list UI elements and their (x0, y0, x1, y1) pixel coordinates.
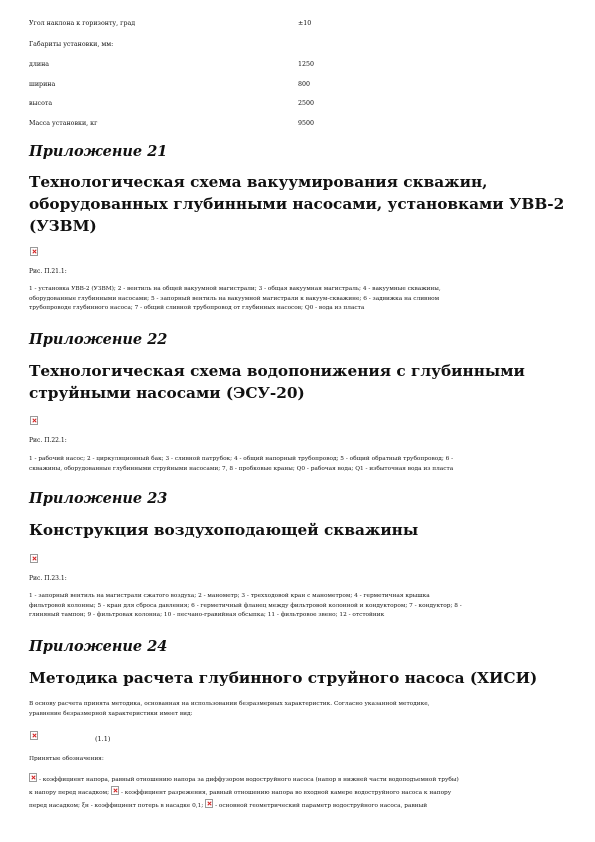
symbol-image-broken-icon (111, 786, 119, 795)
spec-label-length: длина (29, 61, 50, 68)
appendix-24-label: Приложение 24 (29, 638, 168, 655)
spec-value-length: 1250 (298, 61, 315, 68)
figure-caption: Рис. П.23.1: (29, 575, 67, 582)
notation-text: к напору перед насадком; (29, 790, 110, 796)
legend-line: 1 - запорный вентиль на магистрали сжатого воздуха; 2 - манометр; 3 - трехходовой кран с манометром; 4 - герметичная крышка (29, 593, 430, 599)
notation-text: - коэффициент напора, равный отношению напора за диффузором водоструйного насоса (напор в нижней части водоподъемной трубы) (39, 777, 459, 783)
figure-legend (29, 455, 569, 474)
appendix-22-title: Технологическая схема водопонижения с глубинными струйными насосами (ЭСУ-20) (29, 362, 525, 402)
text-line: уравнение безразмерной характеристики имеет вид: (29, 711, 193, 717)
figure-legend (29, 285, 569, 314)
figure-caption: Рис. П.22.1: (29, 437, 67, 444)
spec-value-mass: 9500 (298, 120, 315, 127)
text-line (29, 786, 569, 799)
intro-paragraph (29, 699, 569, 719)
spec-dims-header: Габариты установки, мм: (29, 41, 114, 48)
broken-image-icon (30, 416, 38, 425)
figure-legend (29, 592, 569, 621)
notation-text: перед насадком; ξн - коэффициент потерь в насадке 0,1; (29, 803, 204, 809)
text-line (29, 799, 569, 812)
appendix-21-title: Технологическая схема вакуумирования скважин, оборудованных глубинными насосами, установками УВВ-2 (УЗВМ) (29, 173, 565, 235)
symbol-image-broken-icon (205, 799, 213, 808)
notation-text: - основной геометрический параметр водоструйного насоса, равный (215, 803, 428, 809)
legend-line: 1 - установка УВВ-2 (УЗВМ); 2 - вентиль на общей вакуумной магистрали; 3 - общая вакуумная магистраль; 4 - вакуумные скважины, (29, 286, 441, 292)
broken-image-icon (30, 554, 38, 563)
text-line (29, 773, 569, 786)
spec-label-height: высота (29, 100, 53, 107)
legend-line: глиняный тампон; 9 - фильтровая колонна; 10 - песчано-гравийная обсыпка; 11 - фильтровое звено; 12 - отстойник (29, 612, 385, 618)
spec-value-tilt: ±10 (298, 20, 312, 27)
figure-caption: Рис. П.21.1: (29, 268, 67, 275)
notation-text: - коэффициент разрежения, равный отношению напора во входной камере водоструйного насоса к напору (120, 790, 452, 796)
appendix-23-label: Приложение 23 (29, 490, 168, 507)
legend-line: оборудованные глубинными насосами; 5 - запорный вентиль на вакуумной магистрали к вакуум-скважине; 6 - задвижка на сливном (29, 295, 440, 302)
notation-paragraph (29, 773, 569, 812)
appendix-23-title: Конструкция воздухоподающей скважины (29, 521, 419, 539)
formula-number: (1.1) (95, 735, 111, 743)
legend-line: 1 - рабочий насос; 2 - циркуляционный бак; 3 - сливной патрубок; 4 - общий напорный трубопровод; 5 - общий обратный трубопровод; 6 - (29, 456, 454, 462)
appendix-22-label: Приложение 22 (29, 331, 168, 348)
legend-line: фильтровой колонны; 5 - кран для сброса давления; 6 - герметичный фланец между фильтровой колонной и кондуктором; 7 - кондуктор; 8 - (29, 602, 462, 609)
broken-image-icon (30, 247, 38, 256)
spec-label-width: ширина (29, 81, 56, 88)
text-line: В основу расчета принята методика, основанная на использовании безразмерных характеристик. Согласно указанной методике, (29, 701, 430, 707)
formula-image-broken-icon (30, 731, 38, 740)
spec-value-width: 800 (298, 81, 311, 88)
appendix-24-title: Методика расчета глубинного струйного насоса (ХИСИ) (29, 669, 538, 687)
notation-header: Принятые обозначения: (29, 756, 104, 762)
spec-value-height: 2500 (298, 100, 315, 107)
legend-line: трубопроводе глубинного насоса; 7 - общий сливной трубопровод от глубинных насосов; Q0 - вода из пласта (29, 305, 365, 311)
legend-line: скважины, оборудованные глубинными струйными насосами; 7, 8 - пробковые краны; Q0 - рабочая вода; Q1 - избыточная вода из пласта (29, 465, 454, 472)
appendix-21-label: Приложение 21 (29, 143, 168, 160)
spec-label-mass: Масса установки, кг (29, 120, 98, 127)
symbol-image-broken-icon (29, 773, 37, 782)
spec-label-tilt: Угол наклона к горизонту, град (29, 20, 136, 27)
